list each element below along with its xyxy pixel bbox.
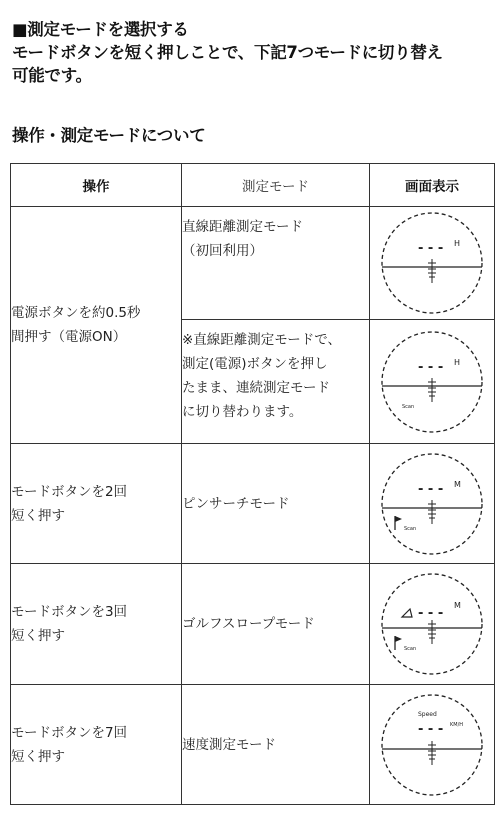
distance-dashes: - - -	[418, 481, 444, 497]
display-cell	[370, 564, 495, 685]
crosshair-icon	[428, 620, 436, 644]
operation-cell	[11, 207, 182, 444]
crosshair-icon	[428, 500, 436, 524]
unit-label: KM/H	[450, 721, 464, 728]
rangefinder-display-icon	[380, 572, 484, 676]
flag-icon	[395, 636, 402, 650]
subheading: 操作・測定モードについて	[12, 126, 206, 145]
speed-label: Speed	[418, 710, 437, 718]
operation-text: 電源ボタンを約0.5秒 間押す（電源ON）	[11, 305, 141, 345]
mode-text: 直線距離測定モード （初回利用）	[182, 219, 303, 259]
flag-icon	[395, 516, 402, 530]
speed-dashes: - - -	[418, 721, 444, 737]
table-header-row	[11, 164, 495, 207]
mode-text: ※直線距離測定モードで、 測定(電源)ボタンを押し たまま、連続測定モード に切り替わります。	[182, 332, 342, 420]
mode-letter: H	[454, 357, 461, 367]
mode-letter: H	[454, 239, 461, 248]
header-operation: 操作	[11, 164, 182, 207]
mode-text: ゴルフスロープモード	[182, 616, 315, 632]
operation-cell	[11, 685, 182, 805]
display-cell	[370, 685, 495, 805]
mode-letter: M	[454, 479, 461, 489]
table-row	[11, 564, 495, 685]
table-row	[11, 207, 495, 320]
mode-cell	[182, 320, 370, 444]
slope-triangle-icon	[402, 609, 412, 617]
crosshair-icon	[428, 259, 436, 283]
mode-text: 速度測定モード	[182, 736, 276, 753]
scan-label: Scan	[402, 403, 415, 410]
table-row	[11, 685, 495, 805]
page-header	[12, 18, 492, 87]
distance-dashes: - - -	[418, 606, 444, 621]
mode-table	[10, 163, 495, 805]
rangefinder-display-icon	[380, 211, 484, 315]
crosshair-icon	[428, 741, 436, 765]
display-cell	[370, 444, 495, 564]
operation-cell	[11, 564, 182, 685]
mode-cell	[182, 444, 370, 564]
operation-text: モードボタンを3回 短く押す	[11, 604, 128, 644]
scan-label: Scan	[404, 525, 417, 532]
rangefinder-display-icon	[380, 452, 484, 556]
header-measure-mode: 測定モード	[182, 164, 370, 207]
table-row	[11, 444, 495, 564]
distance-dashes: - - -	[418, 241, 444, 256]
rangefinder-display-icon	[380, 693, 484, 797]
mode-cell	[182, 685, 370, 805]
operation-text: モードボタンを2回 短く押す	[11, 483, 128, 524]
operation-text: モードボタンを7回 短く押す	[11, 724, 128, 765]
mode-cell	[182, 207, 370, 320]
rangefinder-display-icon	[380, 330, 484, 434]
mode-letter: M	[454, 601, 461, 610]
mode-text: ピンサーチモード	[182, 495, 290, 512]
distance-dashes: - - -	[418, 359, 444, 375]
crosshair-icon	[428, 378, 436, 402]
display-cell	[370, 207, 495, 320]
section-title: ■測定モードを選択する	[12, 20, 189, 39]
description-line-1: モードボタンを短く押しことで、下記7つモードに切り替え	[12, 43, 443, 62]
scan-label: Scan	[404, 646, 417, 652]
display-cell	[370, 320, 495, 444]
description-line-2: 可能です。	[12, 66, 92, 85]
operation-cell	[11, 444, 182, 564]
header-screen-display: 画面表示	[370, 164, 495, 207]
mode-cell	[182, 564, 370, 685]
